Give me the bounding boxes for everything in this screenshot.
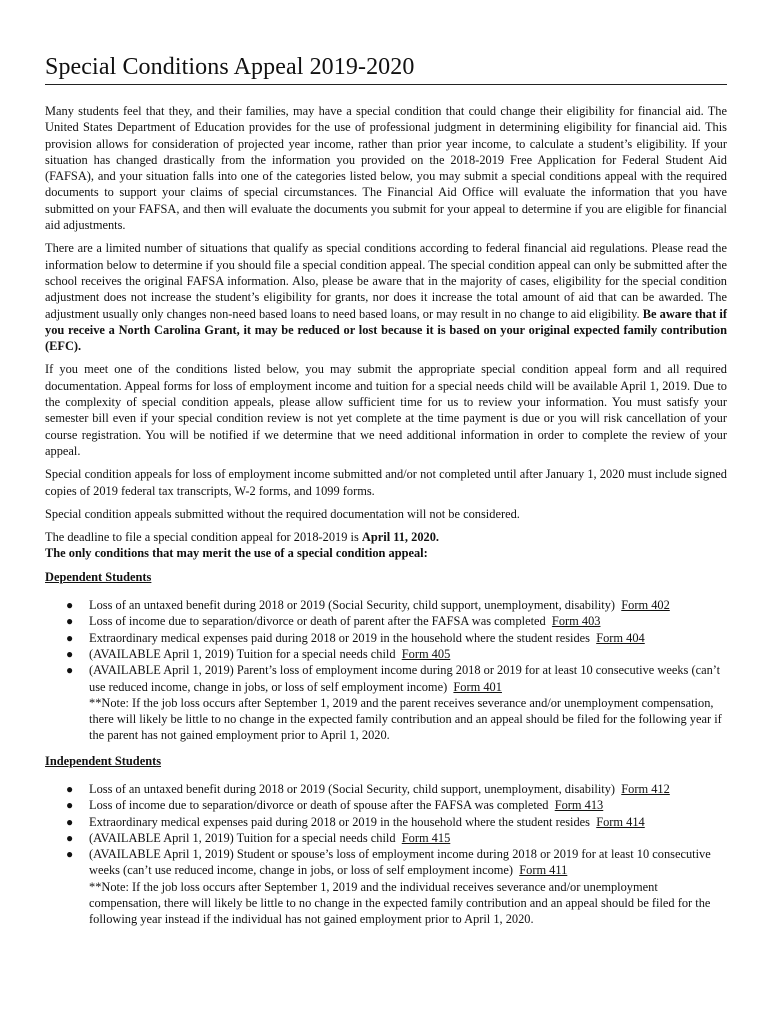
condition-text: Extraordinary medical expenses paid during 2018 or 2019 in the household where the student resides [89, 814, 591, 829]
condition-text: (AVAILABLE April 1, 2019) Tuition for a special needs child [89, 646, 396, 661]
bullet-icon: ● [66, 830, 74, 845]
form-412-link[interactable]: Form 412 [621, 781, 670, 796]
form-405-link[interactable]: Form 405 [401, 646, 451, 661]
deadline-paragraph [45, 529, 727, 545]
list-item [45, 814, 727, 830]
list-item [45, 797, 727, 813]
list-item [45, 630, 727, 646]
bullet-icon: ● [66, 798, 74, 813]
form-415-link[interactable]: Form 415 [401, 830, 451, 845]
form-401-link[interactable]: Form 401 [453, 679, 502, 694]
limited-situations-text: There are a limited number of situations that qualify as special conditions according to federal financial aid regulations. Please read the information below to determine if you should file a special condition appeal. The special condition appeal can only be submitted after the school receives the original FAFSA information. Also, please be aware that in the majority of cases, eligibility for the special condition adjustment does not increase the student’s eligibility for grants, nor does it increase the total amount of aid that can be awarded. The adjustment usually only changes non-need based loans to need based loans, or may result in no change to aid eligibility. [45, 241, 727, 321]
list-item [45, 830, 727, 846]
bullet-icon: ● [66, 663, 74, 678]
documentation-paragraph: Special condition appeals submitted without the required documentation will not be considered. [45, 506, 520, 521]
condition-text: Loss of income due to separation/divorce or death of parent after the FAFSA was completed [89, 614, 546, 629]
form-403-link[interactable]: Form 403 [551, 614, 601, 629]
list-item [45, 662, 727, 743]
page-title: Special Conditions Appeal 2019-2020 [45, 52, 727, 85]
bullet-icon: ● [66, 814, 74, 829]
condition-text: Extraordinary medical expenses paid during 2018 or 2019 in the household where the student resides [89, 630, 591, 645]
dependent-conditions-list [45, 597, 727, 744]
bullet-icon: ● [66, 630, 74, 645]
independent-job-loss-note: **Note: If the job loss occurs after September 1, 2019 and the individual receives severance and/or unemployment compensation, there will likely be little to no change in the expected family contribution and an appeal should be filed for the following year instead if the individual has not gained employment prior to April 1, 2020. [89, 879, 711, 927]
form-411-link[interactable]: Form 411 [519, 863, 568, 878]
bullet-icon: ● [66, 646, 74, 661]
independent-students-heading: Independent Students [45, 753, 162, 768]
list-item [45, 613, 727, 629]
deadline-date: April 11, 2020. [361, 530, 440, 545]
bullet-icon: ● [66, 598, 74, 613]
submission-paragraph: If you meet one of the conditions listed below, you may submit the appropriate special condition appeal form and all required documentation. Appeal forms for loss of employment income and tuition for a special needs child will be available April 1, 2019. Due to the complexity of special condition appeals, please allow sufficient time for us to review your information. You must satisfy your semester bill even if your special condition review is not yet complete at the time payment is due or you will risk cancellation of your course registration. You will be notified if we determine that we need additional information in order to complete the review of your appeal. [45, 362, 727, 458]
condition-text: Loss of income due to separation/divorce or death of spouse after the FAFSA was completed [89, 798, 549, 813]
deadline-text: The deadline to file a special condition appeal for 2018-2019 is [45, 530, 362, 545]
condition-text: (AVAILABLE April 1, 2019) Tuition for a special needs child [89, 830, 396, 845]
condition-text: (AVAILABLE April 1, 2019) Parent’s loss of employment income during 2018 or 2019 for at least 10 consecutive weeks (can’t use reduced income, change in jobs, or loss of self employment income) [89, 663, 721, 694]
conditions-heading: The only conditions that may merit the use of a special condition appeal: [45, 546, 428, 561]
dependent-job-loss-note: **Note: If the job loss occurs after September 1, 2019 and the parent receives severance and/or unemployment compensation, there will likely be little to no change in the expected family contribution and an appeal should be filed for the following year if the parent has not gained employment prior to April 1, 2020. [89, 695, 722, 743]
independent-conditions-list [45, 781, 727, 928]
bullet-icon: ● [66, 614, 74, 629]
form-402-link[interactable]: Form 402 [621, 598, 670, 613]
intro-paragraph: Many students feel that they, and their families, may have a special condition that could change their eligibility for financial aid. The United States Department of Education provides for the use of professional judgment in determining eligibility for financial aid. This provision allows for consideration of projected year income, rather than prior year income, to calculate a student’s eligibility. If your situation has changed drastically from the information you provided on the 2018-2019 Free Application for Federal Student Aid (FAFSA), and your situation falls into one of the categories listed below, you may submit a special conditions appeal with the required documents to support your claims of special circumstances. The Financial Aid Office will evaluate the information that you have submitted on your FAFSA, and then will evaluate the documents you submit for your appeal to determine if you are eligible for financial aid adjustments. [45, 104, 727, 233]
tax-transcript-paragraph: Special condition appeals for loss of employment income submitted and/or not completed until after January 1, 2020 must include signed copies of 2019 federal tax transcripts, W-2 forms, and 1099 forms. [45, 467, 727, 498]
list-item [45, 781, 727, 797]
document-page [45, 52, 727, 928]
nc-grant-warning: Be aware that if you receive a North Carolina Grant, it may be reduced or lost because it is based on your original expected family contribution (EFC). [45, 306, 727, 354]
list-item [45, 646, 727, 662]
form-414-link[interactable]: Form 414 [596, 814, 645, 829]
bullet-icon: ● [66, 847, 74, 862]
limited-situations-paragraph [45, 240, 727, 354]
list-item [45, 597, 727, 613]
dependent-students-heading: Dependent Students [45, 569, 152, 584]
condition-text: Loss of an untaxed benefit during 2018 or 2019 (Social Security, child support, unemployment, disability) [89, 781, 616, 796]
bullet-icon: ● [66, 781, 74, 796]
form-404-link[interactable]: Form 404 [596, 630, 645, 645]
condition-text: Loss of an untaxed benefit during 2018 or 2019 (Social Security, child support, unemployment, disability) [89, 598, 616, 613]
form-413-link[interactable]: Form 413 [554, 798, 604, 813]
condition-text: (AVAILABLE April 1, 2019) Student or spouse’s loss of employment income during 2018 or 2019 for at least 10 consecutive weeks (can’t use reduced income, change in jobs, or loss of self employment income) [89, 847, 711, 878]
list-item [45, 846, 727, 927]
